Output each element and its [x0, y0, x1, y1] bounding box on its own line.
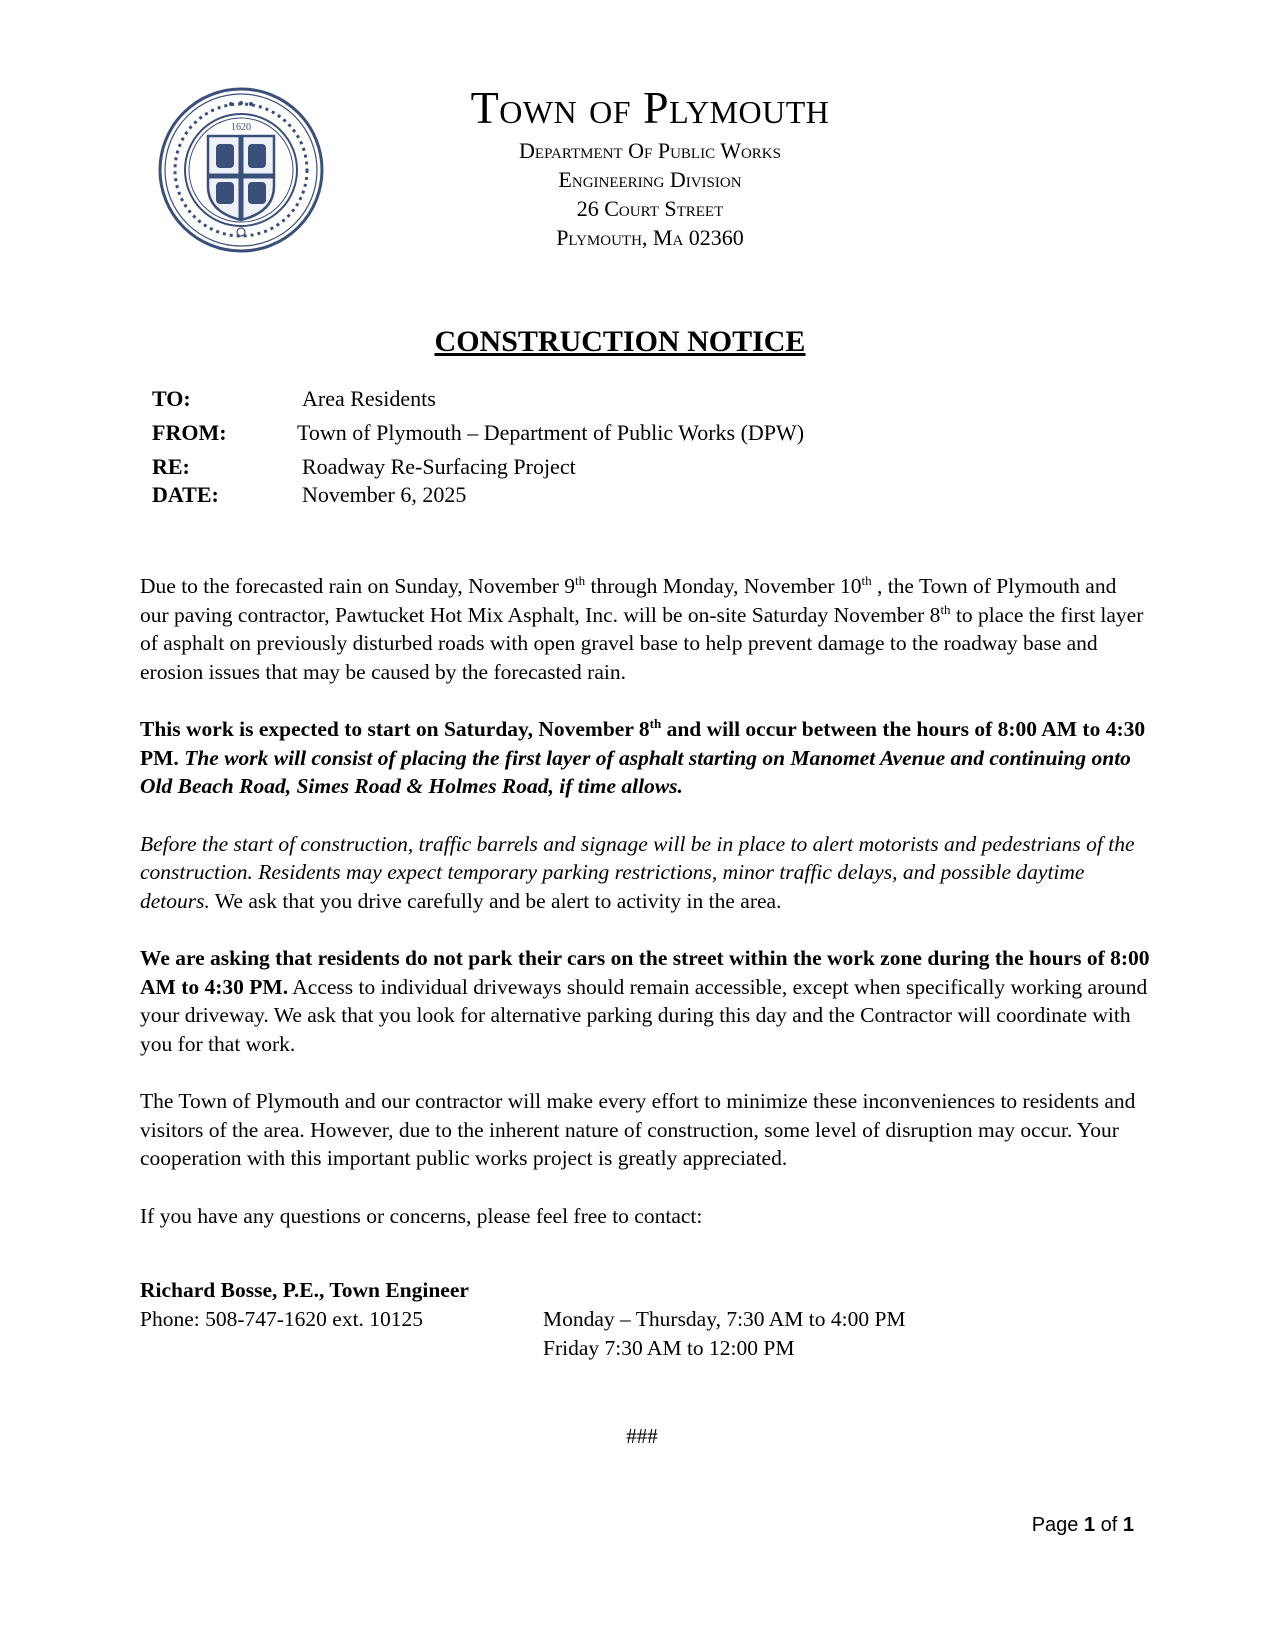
- page-prefix: Page: [1031, 1514, 1084, 1536]
- page-total: 1: [1122, 1514, 1134, 1536]
- re-label: RE:: [152, 454, 190, 479]
- date-label: DATE:: [152, 482, 219, 507]
- p2-bold-b: and will occur between the hours of 8:00 AM to 4:30 PM.: [140, 717, 1146, 770]
- p3-italic: Before the start of construction, traffic barrels and signage will be in place to alert motorists and pedestrians of the construction. Residents may expect temporary parking restrictions, minor traffic delays, and possible daytime detours.: [140, 831, 1135, 913]
- paragraph-rain-notice: [140, 572, 1150, 686]
- p1-text-d: to place the first layer of asphalt on previously disturbed roads with open gravel base to help prevent damage to the roadway base and erosion issues that may be caused by the forecasted rain.: [140, 602, 1144, 684]
- to-label: TO:: [152, 386, 191, 411]
- page-current: 1: [1083, 1514, 1096, 1536]
- contact-hours-friday: Friday 7:30 AM to 12:00 PM: [543, 1336, 795, 1360]
- to-value: Area Residents: [302, 386, 436, 411]
- notice-title: CONSTRUCTION NOTICE: [434, 325, 806, 358]
- p1-sup-3: th: [940, 601, 951, 617]
- p1-text-c: , the Town of Plymouth and our paving contractor, Pawtucket Hot Mix Asphalt, Inc. will be on-site Saturday November 8: [140, 574, 1117, 627]
- p1-sup-1: th: [575, 572, 586, 588]
- paragraph-cooperation: The Town of Plymouth and our contractor will make every effort to minimize these inconveniences to residents and visitors of the area. However, due to the inherent nature of construction, some level of disruption may occur. Your cooperation with this important public works project is greatly appreciated.: [140, 1089, 1136, 1170]
- from-value: Town of Plymouth – Department of Public Works (DPW): [297, 420, 805, 445]
- p4-bold: We are asking that residents do not park their cars on the street within the work zone during the hours of 8:00 AM to 4:30 PM.: [140, 946, 1150, 999]
- p1-text-a: Due to the forecasted rain on Sunday, November 9: [140, 574, 576, 598]
- date-value: November 6, 2025: [302, 482, 467, 507]
- town-title: Town of Plymouth: [470, 82, 830, 133]
- contact-hours-weekday: Monday – Thursday, 7:30 AM to 4:00 PM: [543, 1307, 906, 1331]
- contact-phone: Phone: 508-747-1620 ext. 10125: [140, 1307, 424, 1331]
- division-line: Engineering Division: [558, 167, 742, 192]
- town-seal-icon: [156, 86, 326, 254]
- svg-text:1620: 1620: [231, 122, 251, 133]
- p1-text-b: through Monday, November 10: [585, 574, 862, 598]
- re-value: Roadway Re-Surfacing Project: [302, 454, 576, 479]
- from-label: FROM:: [152, 420, 227, 445]
- paragraph-traffic: [140, 830, 1150, 916]
- p2-bold-italic: The work will consist of placing the first layer of asphalt starting on Manomet Avenue and continuing onto Old Beach Road, Simes Road & Holmes Road, if time allows.: [140, 745, 1131, 798]
- paragraph-work-schedule: [140, 715, 1150, 801]
- department-line: Department Of Public Works: [519, 138, 781, 163]
- p2-sup: th: [649, 715, 662, 731]
- paragraph-questions: If you have any questions or concerns, please feel free to contact:: [140, 1203, 703, 1228]
- p1-sup-2: th: [861, 572, 872, 588]
- notice-body: [140, 572, 1150, 1259]
- page-of: of: [1095, 1514, 1123, 1536]
- paragraph-parking: [140, 944, 1150, 1058]
- contact-name: Richard Bosse, P.E., Town Engineer: [140, 1278, 469, 1302]
- contact-block: [140, 1276, 906, 1363]
- p3-normal: We ask that you drive carefully and be alert to activity in the area.: [209, 888, 782, 913]
- street-line: 26 Court Street: [576, 196, 724, 221]
- city-line: Plymouth, Ma 02360: [556, 225, 744, 250]
- letterhead: [340, 80, 960, 252]
- p4-normal: Access to individual driveways should remain accessible, except when specifically working around your driveway. We ask that you look for alternative parking during this day and the Contractor will coordinate with you for that work.: [140, 974, 1148, 1056]
- contact-row-phone: [140, 1305, 906, 1334]
- p2-bold-a: This work is expected to start on Saturday, November 8: [140, 717, 650, 741]
- contact-row-friday: [140, 1334, 795, 1363]
- page-number: [1032, 1514, 1134, 1537]
- end-mark: ###: [626, 1424, 658, 1448]
